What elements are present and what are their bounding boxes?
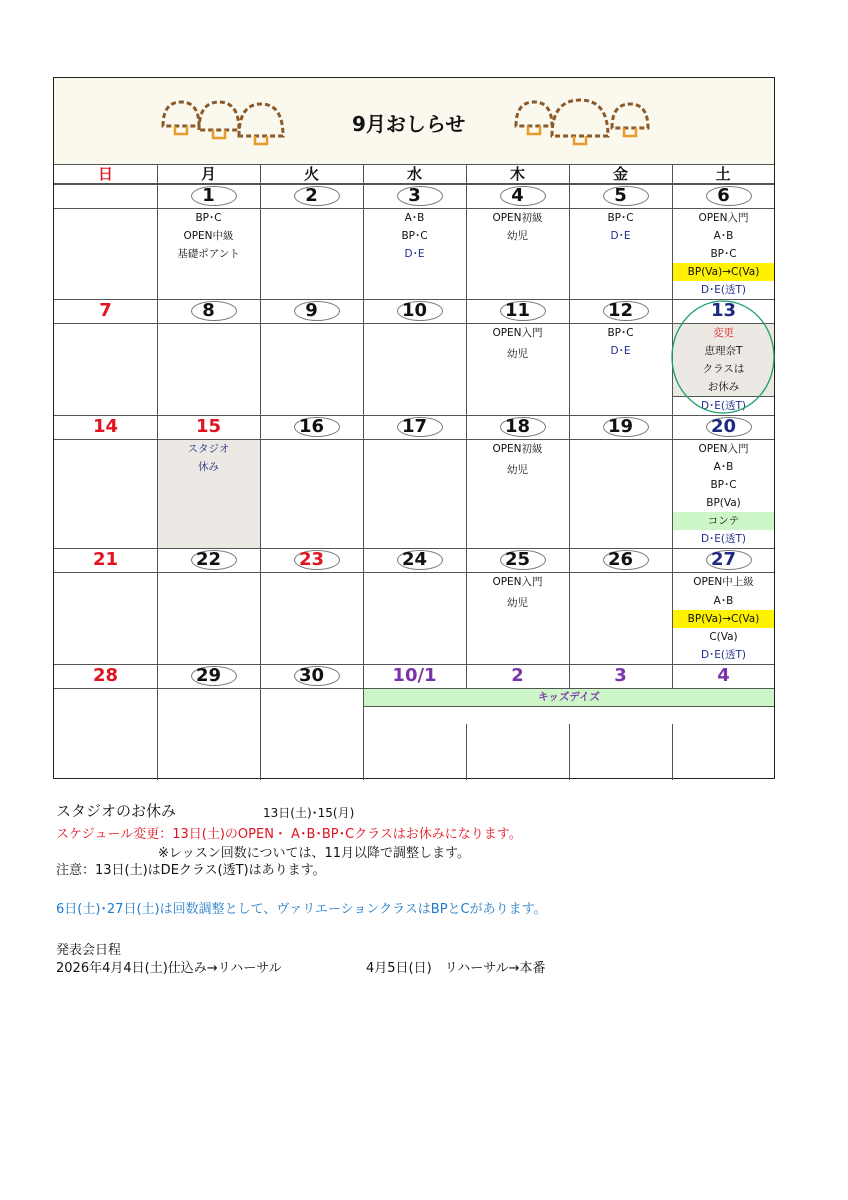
weekday-mon: 月	[157, 164, 260, 184]
change-label: 変更	[713, 327, 734, 339]
mushroom-left-icon	[159, 96, 299, 156]
weekday-tue: 火	[260, 164, 363, 184]
event-line: BP(Va)→C(Va)	[687, 266, 760, 278]
event-line: 基礎ポアント	[177, 248, 240, 260]
weekday-fri: 金	[569, 164, 672, 184]
event-line: 恵理奈T	[704, 345, 743, 357]
recital-title: 発表会日程	[56, 943, 122, 958]
date-sep-5: 5	[614, 185, 627, 206]
closed-dates: 13日(土)･15(月)	[263, 806, 355, 820]
event-line: お休み	[707, 381, 740, 393]
date-sep-24: 24	[401, 549, 428, 570]
change-circle-icon	[670, 300, 776, 414]
date-sep-9: 9	[305, 300, 318, 321]
date-sep-4: 4	[511, 185, 524, 206]
date-sep-18: 18	[504, 416, 531, 437]
event-line: OPEN初級	[492, 212, 543, 224]
date-sep-3: 3	[408, 185, 421, 206]
weekday-thu: 木	[466, 164, 569, 184]
calendar-header	[54, 78, 774, 165]
event-line: OPEN入門	[492, 576, 543, 588]
attention-note: 注意：13日(土)はDEクラス(透T)はあります。	[56, 863, 326, 878]
date-sep-22: 22	[195, 549, 222, 570]
event-line: A･B	[713, 230, 734, 242]
date-sep-12: 12	[607, 300, 634, 321]
schedule-change-note: スケジュール変更：13日(土)のOPEN・ A･B･BP･Cクラスはお休みになります。	[56, 827, 522, 842]
event-line: OPEN初級	[492, 443, 543, 455]
variation-note: 6日(土)･27日(土)は回数調整として、ヴァリエーションクラスはBPとCがあります。	[56, 902, 547, 917]
date-sep-19: 19	[607, 416, 634, 437]
date-sep-11: 11	[504, 300, 531, 321]
date-sep-28: 28	[92, 665, 119, 686]
event-line: BP･C	[607, 212, 634, 224]
date-oct-2: 2	[511, 665, 524, 686]
date-sep-10: 10	[401, 300, 428, 321]
date-sep-2: 2	[305, 185, 318, 206]
date-sep-29: 29	[195, 665, 222, 686]
event-line: 休み	[198, 461, 219, 473]
date-sep-16: 16	[298, 416, 325, 437]
date-sep-7: 7	[99, 300, 112, 321]
mushroom-right-icon	[512, 96, 657, 156]
date-sep-30: 30	[298, 665, 325, 686]
date-oct-3: 3	[614, 665, 627, 686]
event-line: D･E	[404, 248, 425, 260]
date-oct-1: 10/1	[392, 665, 437, 686]
date-sep-23: 23	[298, 549, 325, 570]
date-sep-14: 14	[92, 416, 119, 437]
kids-days-label: キッズデイズ	[538, 691, 600, 703]
event-line: スタジオ	[187, 443, 230, 455]
event-line: C(Va)	[709, 631, 738, 643]
event-line: OPEN入門	[698, 443, 749, 455]
event-line: BP(Va)	[706, 497, 741, 509]
event-line: BP･C	[710, 479, 737, 491]
event-line: OPEN中上級	[693, 576, 754, 588]
event-line: BP･C	[607, 327, 634, 339]
event-line: BP･C	[710, 248, 737, 260]
event-line: BP･C	[401, 230, 428, 242]
date-sep-27: 27	[710, 549, 737, 570]
event-line: D･E	[610, 230, 631, 242]
event-line: 幼児	[507, 230, 528, 242]
event-line: 幼児	[507, 597, 528, 609]
event-line: A･B	[713, 595, 734, 607]
closed-label: スタジオのお休み	[56, 802, 177, 820]
event-line: D･E(透T)	[700, 284, 747, 296]
date-oct-4: 4	[717, 665, 730, 686]
weekday-sun: 日	[54, 164, 157, 184]
date-sep-17: 17	[401, 416, 428, 437]
lesson-count-note: ※レッスン回数については、11月以降で調整します。	[158, 846, 471, 861]
date-sep-13: 13	[710, 300, 737, 321]
recital-day2: 4月5日(日) リハーサル→本番	[366, 961, 546, 976]
event-line: D･E(透T)	[700, 400, 747, 412]
event-line: 幼児	[507, 464, 528, 476]
page-title: 9月おしらせ	[352, 112, 466, 136]
weekday-sat: 土	[672, 164, 774, 184]
event-line: BP(Va)→C(Va)	[687, 613, 760, 625]
date-sep-20: 20	[710, 416, 737, 437]
weekday-wed: 水	[363, 164, 466, 184]
date-sep-15: 15	[195, 416, 222, 437]
event-line: OPEN中級	[183, 230, 234, 242]
date-sep-8: 8	[202, 300, 215, 321]
event-line: OPEN入門	[492, 327, 543, 339]
event-line: 幼児	[507, 348, 528, 360]
date-sep-6: 6	[717, 185, 730, 206]
calendar	[53, 77, 775, 779]
date-sep-1: 1	[202, 185, 215, 206]
event-line: D･E(透T)	[700, 533, 747, 545]
date-sep-26: 26	[607, 549, 634, 570]
recital-day1: 2026年4月4日(土)仕込み→リハーサル	[56, 961, 282, 976]
event-line: BP･C	[195, 212, 222, 224]
event-line: コンテ	[707, 515, 740, 527]
date-sep-21: 21	[92, 549, 119, 570]
event-line: A･B	[404, 212, 425, 224]
event-line: OPEN入門	[698, 212, 749, 224]
date-sep-25: 25	[504, 549, 531, 570]
event-line: A･B	[713, 461, 734, 473]
event-line: D･E	[610, 345, 631, 357]
event-line: クラスは	[702, 363, 745, 375]
event-line: D･E(透T)	[700, 649, 747, 661]
